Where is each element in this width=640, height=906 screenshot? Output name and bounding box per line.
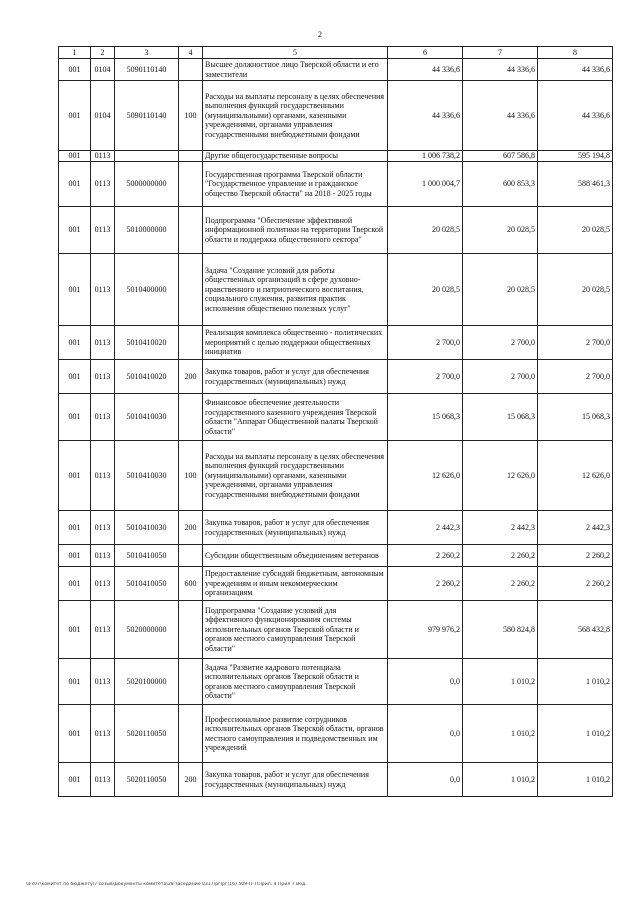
cell-code-3: 5010410020 <box>115 360 179 394</box>
cell-code-3: 5090110140 <box>115 59 179 81</box>
cell-code-3: 5010410030 <box>115 441 179 511</box>
cell-code-2: 0113 <box>91 545 115 567</box>
cell-code-2: 0113 <box>91 162 115 207</box>
table-row <box>59 545 613 567</box>
cell-code-4: 100 <box>179 441 203 511</box>
cell-value-8: 1 010,2 <box>538 705 613 763</box>
cell-value-8: 2 260,2 <box>538 545 613 567</box>
cell-value-7: 20 028,5 <box>463 254 538 326</box>
cell-code-4 <box>179 151 203 162</box>
cell-name: Реализация комплекса общественно - политических мероприятий с целью поддержки общественных инициатив <box>203 326 388 360</box>
cell-code-3: 5010410050 <box>115 545 179 567</box>
cell-value-6: 20 028,5 <box>388 207 463 254</box>
cell-value-8: 2 442,3 <box>538 511 613 545</box>
cell-value-7: 20 028,5 <box>463 207 538 254</box>
table-row <box>59 254 613 326</box>
cell-name: Финансовое обеспечение деятельности государственного казенного учреждения Тверской области "Аппарат Общественной палаты Тверской области" <box>203 394 388 441</box>
cell-code-2: 0113 <box>91 326 115 360</box>
cell-value-6: 2 700,0 <box>388 360 463 394</box>
cell-code-2: 0113 <box>91 207 115 254</box>
header-col-2: 2 <box>91 47 115 59</box>
page-number: 2 <box>318 30 322 39</box>
header-col-5: 5 <box>203 47 388 59</box>
table-row <box>59 326 613 360</box>
cell-code-4: 600 <box>179 567 203 601</box>
cell-value-7: 12 626,0 <box>463 441 538 511</box>
cell-value-7: 2 442,3 <box>463 511 538 545</box>
cell-code-2: 0113 <box>91 360 115 394</box>
cell-value-8: 1 010,2 <box>538 659 613 705</box>
cell-code-1: 001 <box>59 659 91 705</box>
cell-code-4: 200 <box>179 360 203 394</box>
cell-code-3: 5010410030 <box>115 511 179 545</box>
cell-code-3 <box>115 151 179 162</box>
cell-value-6: 2 260,2 <box>388 545 463 567</box>
table-row <box>59 59 613 81</box>
cell-value-6: 0,0 <box>388 705 463 763</box>
cell-name: Государственная программа Тверской области "Государственное управление и гражданское общество Тверской области" на 2018 - 2025 годы <box>203 162 388 207</box>
cell-name: Другие общегосударственные вопросы <box>203 151 388 162</box>
file-path-footer: \\Fs07\комитет по бюджету\7 созыв\Документы комитета\28 заседание 0317\рг\рг(16) 509-П-7\Прил. 4 Прил 7 Вед. <box>26 882 307 887</box>
cell-code-1: 001 <box>59 601 91 659</box>
cell-value-8: 12 626,0 <box>538 441 613 511</box>
cell-code-2: 0113 <box>91 394 115 441</box>
cell-code-4 <box>179 326 203 360</box>
cell-code-1: 001 <box>59 162 91 207</box>
cell-value-7: 2 260,2 <box>463 567 538 601</box>
table-row <box>59 207 613 254</box>
cell-code-1: 001 <box>59 254 91 326</box>
cell-code-4 <box>179 394 203 441</box>
cell-name: Субсидии общественным объединениям ветеранов <box>203 545 388 567</box>
cell-value-8: 2 260,2 <box>538 567 613 601</box>
cell-value-8: 20 028,5 <box>538 207 613 254</box>
cell-code-4 <box>179 601 203 659</box>
cell-value-8: 2 700,0 <box>538 360 613 394</box>
cell-code-3: 5010410050 <box>115 567 179 601</box>
cell-value-6: 12 626,0 <box>388 441 463 511</box>
cell-name: Высшее должностное лицо Тверской области и его заместители <box>203 59 388 81</box>
cell-code-2: 0113 <box>91 659 115 705</box>
table-row <box>59 659 613 705</box>
cell-value-8: 588 461,3 <box>538 162 613 207</box>
table-row <box>59 441 613 511</box>
cell-code-2: 0113 <box>91 254 115 326</box>
cell-name: Задача "Создание условий для работы общественных организаций в сфере духовно-нравственного и патриотического воспитания, социального служения, развития практик исполнения общественно полезных услуг" <box>203 254 388 326</box>
cell-value-8: 44 336,6 <box>538 59 613 81</box>
cell-value-6: 979 976,2 <box>388 601 463 659</box>
cell-value-7: 1 010,2 <box>463 705 538 763</box>
table-header-row <box>59 47 613 59</box>
cell-code-1: 001 <box>59 394 91 441</box>
cell-code-4 <box>179 207 203 254</box>
cell-value-6: 20 028,5 <box>388 254 463 326</box>
cell-value-8: 595 194,8 <box>538 151 613 162</box>
header-col-7: 7 <box>463 47 538 59</box>
cell-code-1: 001 <box>59 763 91 797</box>
cell-value-7: 2 260,2 <box>463 545 538 567</box>
cell-code-1: 001 <box>59 59 91 81</box>
header-col-3: 3 <box>115 47 179 59</box>
cell-value-6: 44 336,6 <box>388 81 463 151</box>
cell-value-7: 607 586,8 <box>463 151 538 162</box>
cell-value-7: 580 824,8 <box>463 601 538 659</box>
cell-name: Профессиональное развитие сотрудников исполнительных органов Тверской области, органов местного самоуправления и подведомственных им учреждений <box>203 705 388 763</box>
cell-code-3: 5020000000 <box>115 601 179 659</box>
cell-value-7: 44 336,6 <box>463 59 538 81</box>
table-row <box>59 511 613 545</box>
cell-value-7: 1 010,2 <box>463 763 538 797</box>
cell-code-4 <box>179 545 203 567</box>
cell-code-2: 0113 <box>91 151 115 162</box>
cell-code-3: 5010410030 <box>115 394 179 441</box>
header-col-6: 6 <box>388 47 463 59</box>
cell-value-8: 15 068,3 <box>538 394 613 441</box>
cell-name: Предоставление субсидий бюджетным, автономным учреждениям и иным некоммерческим организациям <box>203 567 388 601</box>
cell-code-4: 200 <box>179 763 203 797</box>
cell-code-1: 001 <box>59 81 91 151</box>
cell-value-8: 44 336,6 <box>538 81 613 151</box>
cell-code-3: 5020100000 <box>115 659 179 705</box>
cell-code-1: 001 <box>59 326 91 360</box>
cell-value-7: 44 336,6 <box>463 81 538 151</box>
cell-value-6: 15 068,3 <box>388 394 463 441</box>
cell-code-2: 0113 <box>91 567 115 601</box>
table-body <box>59 59 613 797</box>
cell-code-4 <box>179 659 203 705</box>
budget-table <box>58 46 613 797</box>
cell-value-6: 44 336,6 <box>388 59 463 81</box>
cell-value-6: 1 006 738,2 <box>388 151 463 162</box>
cell-value-8: 2 700,0 <box>538 326 613 360</box>
cell-name: Закупка товаров, работ и услуг для обеспечения государственных (муниципальных) нужд <box>203 511 388 545</box>
cell-value-7: 1 010,2 <box>463 659 538 705</box>
cell-value-6: 1 000 004,7 <box>388 162 463 207</box>
header-col-8: 8 <box>538 47 613 59</box>
header-col-4: 4 <box>179 47 203 59</box>
cell-code-3: 5020110050 <box>115 705 179 763</box>
cell-code-2: 0113 <box>91 601 115 659</box>
table-row <box>59 705 613 763</box>
cell-code-3: 5000000000 <box>115 162 179 207</box>
header-col-1: 1 <box>59 47 91 59</box>
cell-code-4 <box>179 59 203 81</box>
cell-code-2: 0113 <box>91 511 115 545</box>
cell-code-4: 100 <box>179 81 203 151</box>
cell-name: Закупка товаров, работ и услуг для обеспечения государственных (муниципальных) нужд <box>203 763 388 797</box>
cell-name: Закупка товаров, работ и услуг для обеспечения государственных (муниципальных) нужд <box>203 360 388 394</box>
cell-code-1: 001 <box>59 441 91 511</box>
cell-code-3: 5010400000 <box>115 254 179 326</box>
cell-value-7: 2 700,0 <box>463 326 538 360</box>
cell-code-1: 001 <box>59 705 91 763</box>
cell-code-1: 001 <box>59 545 91 567</box>
cell-value-6: 0,0 <box>388 763 463 797</box>
cell-value-6: 2 700,0 <box>388 326 463 360</box>
cell-name: Подпрограмма "Обеспечение эффективной информационной политики на территории Тверской области и поддержка общественного сектора" <box>203 207 388 254</box>
cell-value-7: 15 068,3 <box>463 394 538 441</box>
cell-code-3: 5010000000 <box>115 207 179 254</box>
cell-value-8: 568 432,8 <box>538 601 613 659</box>
table-row <box>59 567 613 601</box>
cell-code-2: 0113 <box>91 705 115 763</box>
table-row <box>59 601 613 659</box>
cell-name: Подпрограмма "Создание условий для эффективного функционирования системы исполнительных органов Тверской области и органов местного самоуправления Тверской области" <box>203 601 388 659</box>
cell-value-6: 0,0 <box>388 659 463 705</box>
cell-code-2: 0104 <box>91 81 115 151</box>
cell-name: Расходы на выплаты персоналу в целях обеспечения выполнения функций государственными (муниципальными) органами, казенными учреждениями, органами управления государственными внебюджетными фондами <box>203 441 388 511</box>
cell-code-1: 001 <box>59 511 91 545</box>
cell-value-6: 2 260,2 <box>388 567 463 601</box>
cell-code-4 <box>179 705 203 763</box>
cell-value-7: 600 853,3 <box>463 162 538 207</box>
cell-code-4 <box>179 254 203 326</box>
cell-code-3: 5090110140 <box>115 81 179 151</box>
cell-code-2: 0113 <box>91 763 115 797</box>
cell-name: Расходы на выплаты персоналу в целях обеспечения выполнения функций государственными (муниципальными) органами, казенными учреждениями, органами управления государственными внебюджетными фондами <box>203 81 388 151</box>
cell-code-4 <box>179 162 203 207</box>
table-row <box>59 162 613 207</box>
table-row <box>59 81 613 151</box>
cell-code-1: 001 <box>59 207 91 254</box>
table-row <box>59 394 613 441</box>
cell-code-1: 001 <box>59 151 91 162</box>
table-row <box>59 763 613 797</box>
cell-value-8: 1 010,2 <box>538 763 613 797</box>
cell-code-2: 0104 <box>91 59 115 81</box>
table-row <box>59 151 613 162</box>
cell-code-2: 0113 <box>91 441 115 511</box>
cell-name: Задача "Развитие кадрового потенциала исполнительных органов Тверской области и органов местного самоуправления Тверской области" <box>203 659 388 705</box>
cell-code-4: 200 <box>179 511 203 545</box>
cell-value-8: 20 028,5 <box>538 254 613 326</box>
cell-code-3: 5020110050 <box>115 763 179 797</box>
table-row <box>59 360 613 394</box>
cell-value-7: 2 700,0 <box>463 360 538 394</box>
cell-code-1: 001 <box>59 360 91 394</box>
cell-code-3: 5010410020 <box>115 326 179 360</box>
cell-code-1: 001 <box>59 567 91 601</box>
cell-value-6: 2 442,3 <box>388 511 463 545</box>
